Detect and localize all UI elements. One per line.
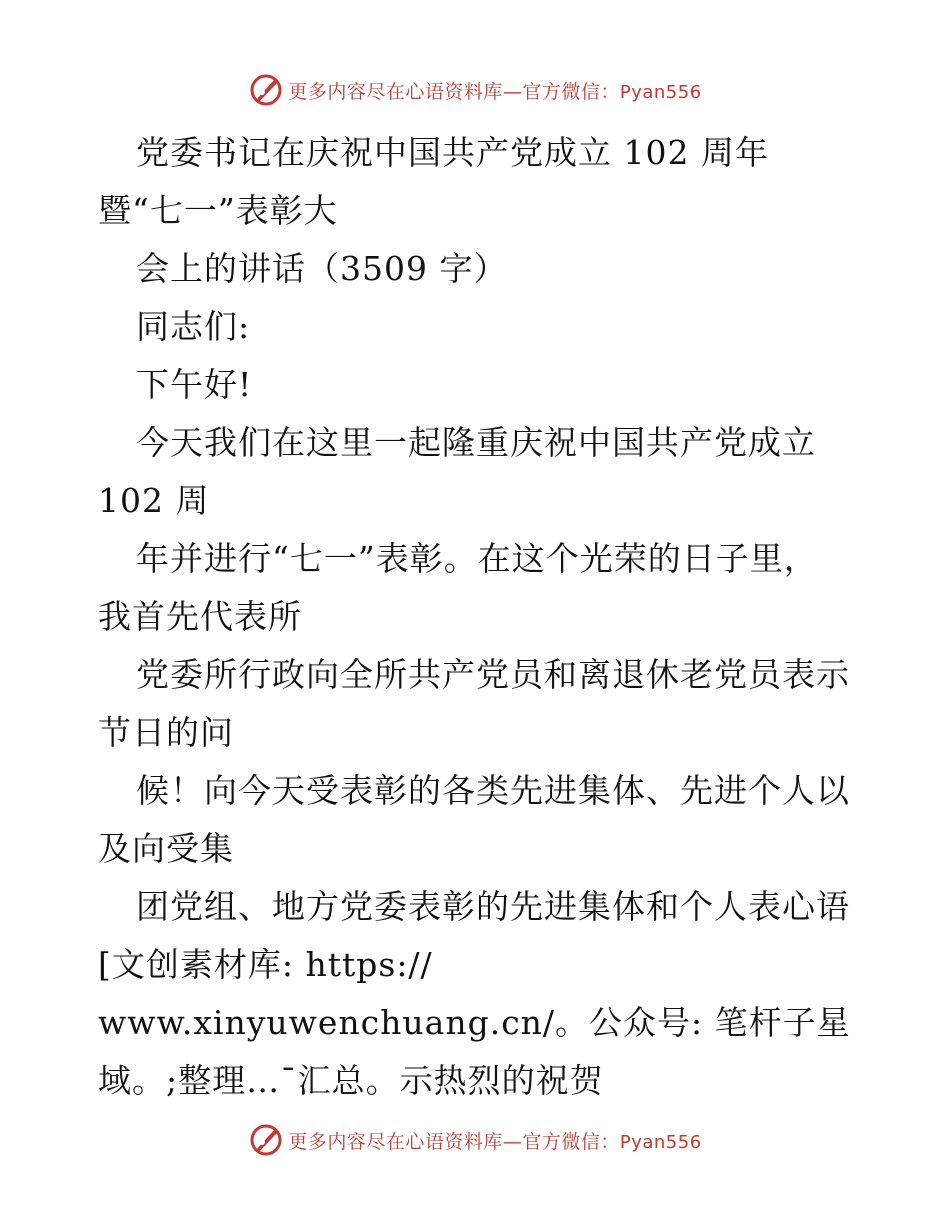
wechat-id: Pyan556 xyxy=(619,1131,702,1153)
banner-text: 更多内容尽在心语资料库—官方微信：Pyan556 xyxy=(288,1130,702,1153)
paragraph-line: 年并进行“七一”表彰。在这个光荣的日子里， xyxy=(136,539,818,578)
paragraph-line: 党委所行政向全所共产党员和离退休老党员表示 xyxy=(136,655,850,694)
quill-pen-seal-icon xyxy=(248,72,284,108)
paragraph-line: 102 周 xyxy=(98,481,210,520)
doc-title-line-1: 党委书记在庆祝中国共产党成立 102 周年 xyxy=(136,133,769,172)
paragraph-line: 及向受集 xyxy=(98,829,234,868)
salutation: 同志们: xyxy=(136,307,251,346)
paragraph-line: 今天我们在这里一起隆重庆祝中国共产党成立 xyxy=(136,423,816,462)
wechat-id: Pyan556 xyxy=(619,81,702,103)
paragraph-line: 候！向今天受表彰的各类先进集体、先进个人以 xyxy=(136,771,850,810)
header-banner xyxy=(0,70,950,110)
paragraph-line: [文创素材库: https:// xyxy=(98,945,433,984)
paragraph-line: 团党组、地方党委表彰的先进集体和个人表心语 xyxy=(136,887,850,926)
paragraph-line: www.xinyuwenchuang.cn/。公众号: 笔杆子星 xyxy=(98,1003,851,1042)
doc-title-line-3: 会上的讲话（3509 字） xyxy=(136,249,508,288)
paragraph-line: 我首先代表所 xyxy=(98,597,302,636)
paragraph-line: 域。;整理…¯汇总。示热烈的祝贺 xyxy=(98,1061,604,1100)
quill-pen-seal-icon xyxy=(248,1122,284,1158)
doc-title-line-2: 暨“七一”表彰大 xyxy=(98,191,338,230)
banner-text: 更多内容尽在心语资料库—官方微信：Pyan556 xyxy=(288,80,702,103)
footer-banner xyxy=(0,1120,950,1160)
document-body xyxy=(98,124,898,1110)
paragraph-line: 节日的问 xyxy=(98,713,234,752)
greeting: 下午好! xyxy=(136,365,253,404)
